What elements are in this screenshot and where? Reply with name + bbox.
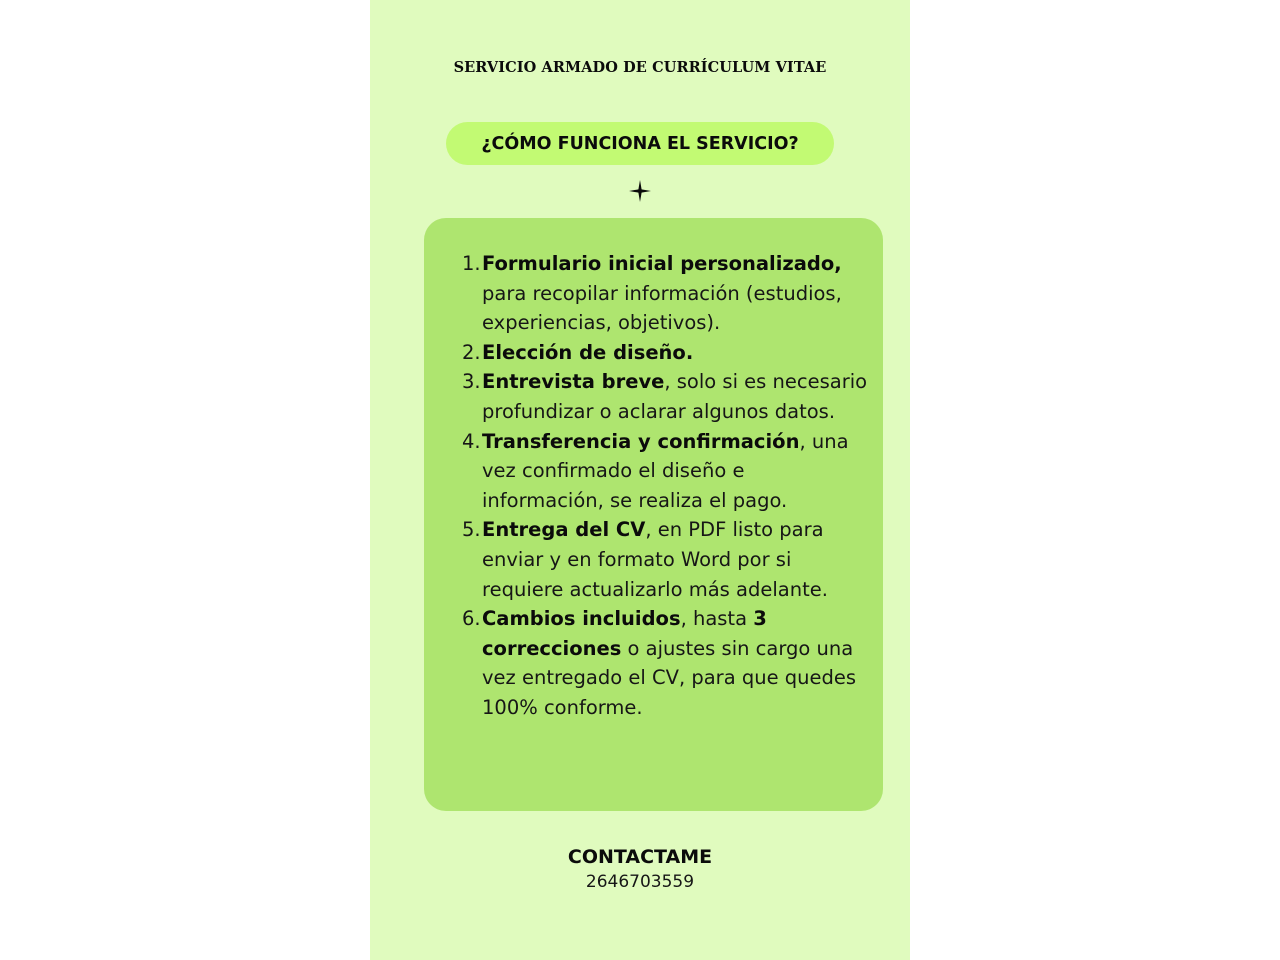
step-number: 2. bbox=[462, 340, 481, 364]
step-text-continued: o ajustes sin cargo una vez entregado el CV, para que quedes 100% conforme. bbox=[482, 636, 857, 719]
step-title: Elección de diseño. bbox=[482, 340, 694, 364]
contact-label: CONTACTAME bbox=[567, 846, 713, 868]
step-number: 6. bbox=[462, 607, 481, 631]
step-emphasis: 3 correcciones bbox=[482, 607, 767, 660]
step-item bbox=[460, 515, 872, 604]
page-title: SERVICIO ARMADO DE CURRÍCULUM VITAE bbox=[453, 59, 827, 76]
section-heading: ¿CÓMO FUNCIONA EL SERVICIO? bbox=[446, 122, 834, 165]
step-number: 5. bbox=[462, 518, 481, 542]
step-title: Entrevista breve bbox=[482, 370, 665, 394]
step-number: 1. bbox=[462, 252, 481, 275]
step-item bbox=[460, 427, 872, 516]
four-point-star-icon bbox=[629, 180, 651, 202]
step-item bbox=[460, 249, 872, 338]
flyer-page bbox=[370, 0, 910, 960]
step-title: Formulario inicial personalizado, bbox=[482, 252, 842, 275]
contact-phone[interactable]: 2646703559 bbox=[585, 872, 695, 892]
step-text: , hasta bbox=[680, 607, 754, 631]
step-text: , en PDF listo para enviar y en formato Word por si requiere actualizarlo más adelante. bbox=[482, 518, 828, 601]
step-text: para recopilar información (estudios, experiencias, objetivos). bbox=[482, 281, 842, 335]
steps-list bbox=[460, 249, 872, 723]
steps-card bbox=[424, 218, 883, 811]
step-text: , solo si es necesario profundizar o aclarar algunos datos. bbox=[482, 370, 868, 423]
step-item bbox=[460, 604, 872, 722]
step-title: Entrega del CV bbox=[482, 518, 646, 542]
step-item bbox=[460, 338, 872, 368]
step-item bbox=[460, 367, 872, 426]
step-number: 4. bbox=[462, 429, 481, 453]
step-title: Cambios incluidos bbox=[482, 607, 681, 631]
step-number: 3. bbox=[462, 370, 481, 394]
step-text: , una vez confirmado el diseño e información, se realiza el pago. bbox=[482, 429, 849, 512]
step-title: Transferencia y confirmación bbox=[482, 429, 800, 453]
